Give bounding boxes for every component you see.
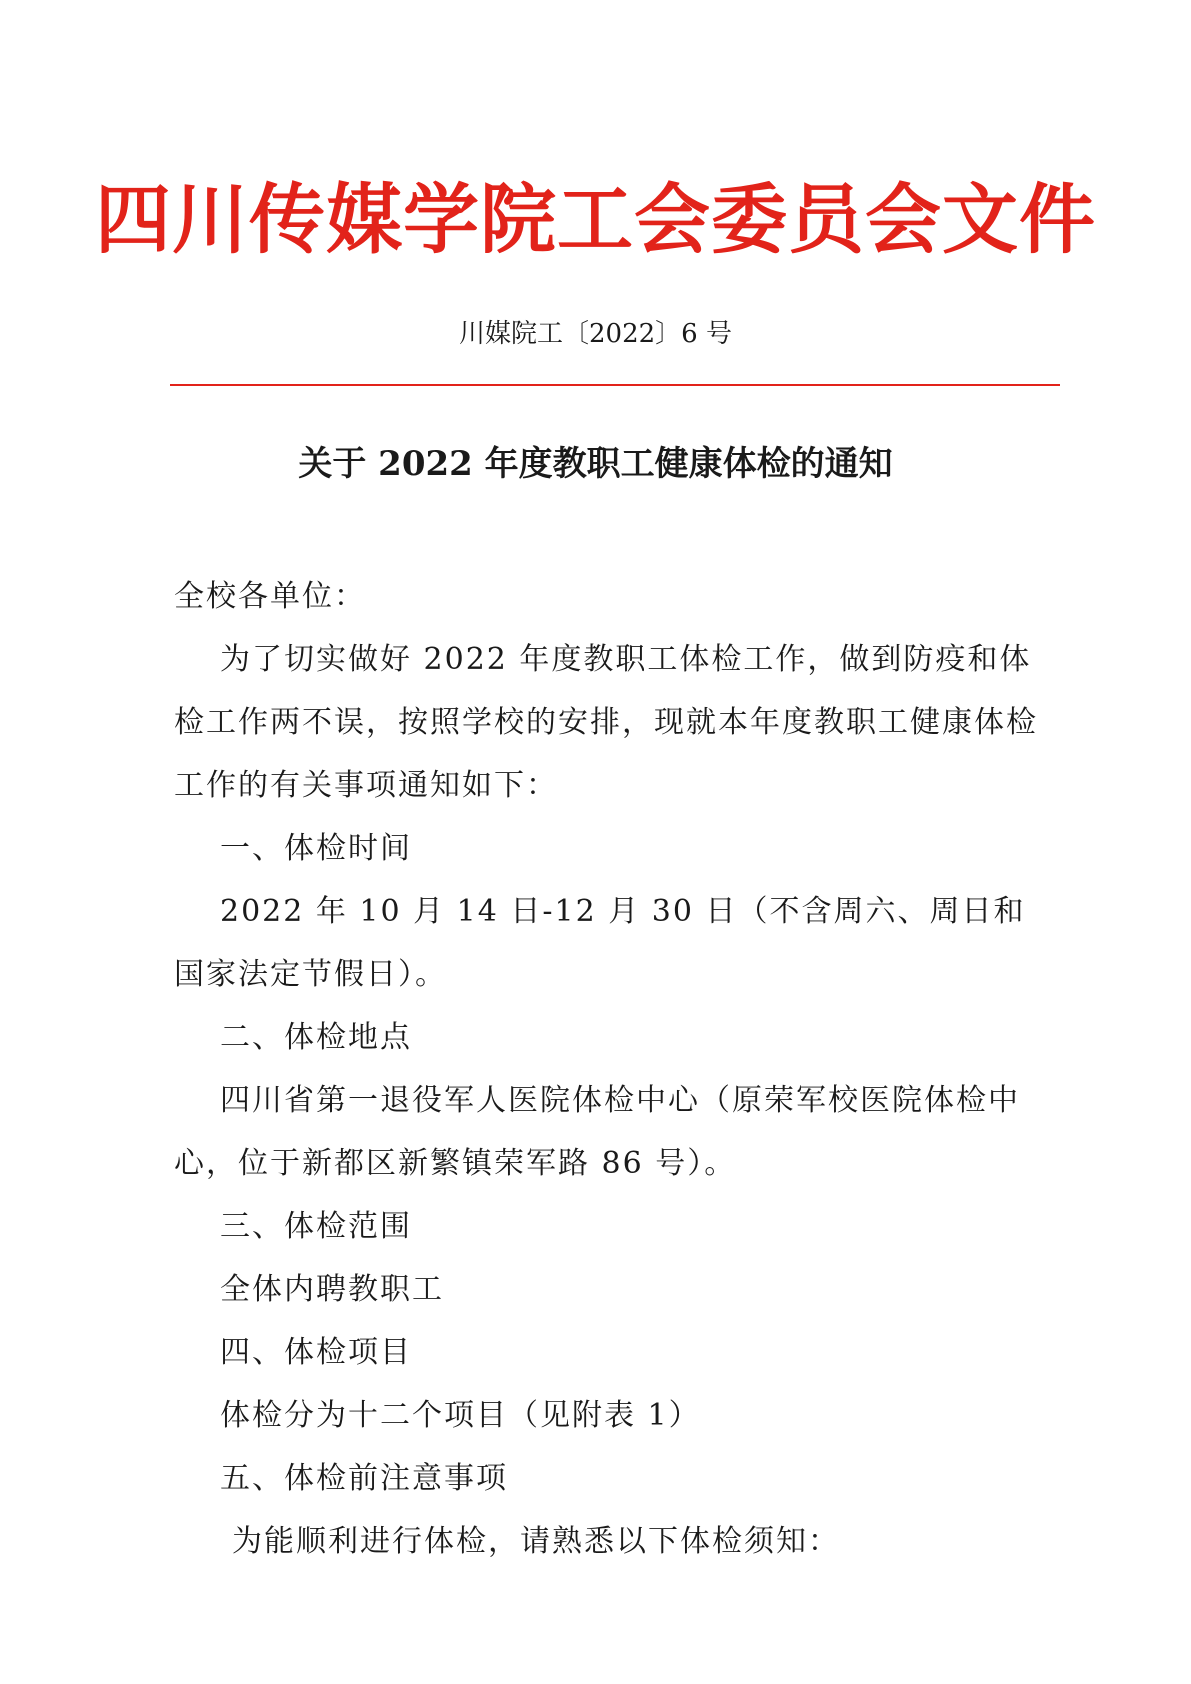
section-heading-items: 四、体检项目 (220, 1335, 412, 1370)
section-body-items: 体检分为十二个项目（见附表 1） (220, 1398, 701, 1433)
section-heading-scope: 三、体检范围 (220, 1209, 412, 1244)
intro-paragraph: 为了切实做好 2022 年度教职工体检工作，做到防疫和体检工作两不误，按照学校的安排，现就本年度教职工健康体检工作的有关事项通知如下： (174, 642, 1038, 803)
salutation: 全校各单位： (174, 579, 366, 614)
section-heading-location: 二、体检地点 (220, 1020, 412, 1055)
issuer-title: 四川传媒学院工会委员会文件 (95, 175, 1096, 264)
section-heading-precautions: 五、体检前注意事项 (220, 1461, 508, 1496)
section-body-scope: 全体内聘教职工 (220, 1272, 444, 1307)
notice-title: 关于 2022 年度教职工健康体检的通知 (298, 444, 893, 484)
section-body-location: 四川省第一退役军人医院体检中心（原荣军校医院体检中心，位于新都区新繁镇荣军路 86 号）。 (174, 1083, 1020, 1181)
red-divider-line (170, 384, 1060, 386)
notice-body (174, 565, 1040, 1573)
document-number: 川媒院工〔2022〕6 号 (459, 319, 732, 349)
section-body-precautions: 为能顺利进行体检，请熟悉以下体检须知： (232, 1524, 840, 1559)
section-body-time: 2022 年 10 月 14 日-12 月 30 日（不含周六、周日和国家法定节假日）。 (174, 894, 1026, 992)
section-heading-time: 一、体检时间 (220, 831, 412, 866)
